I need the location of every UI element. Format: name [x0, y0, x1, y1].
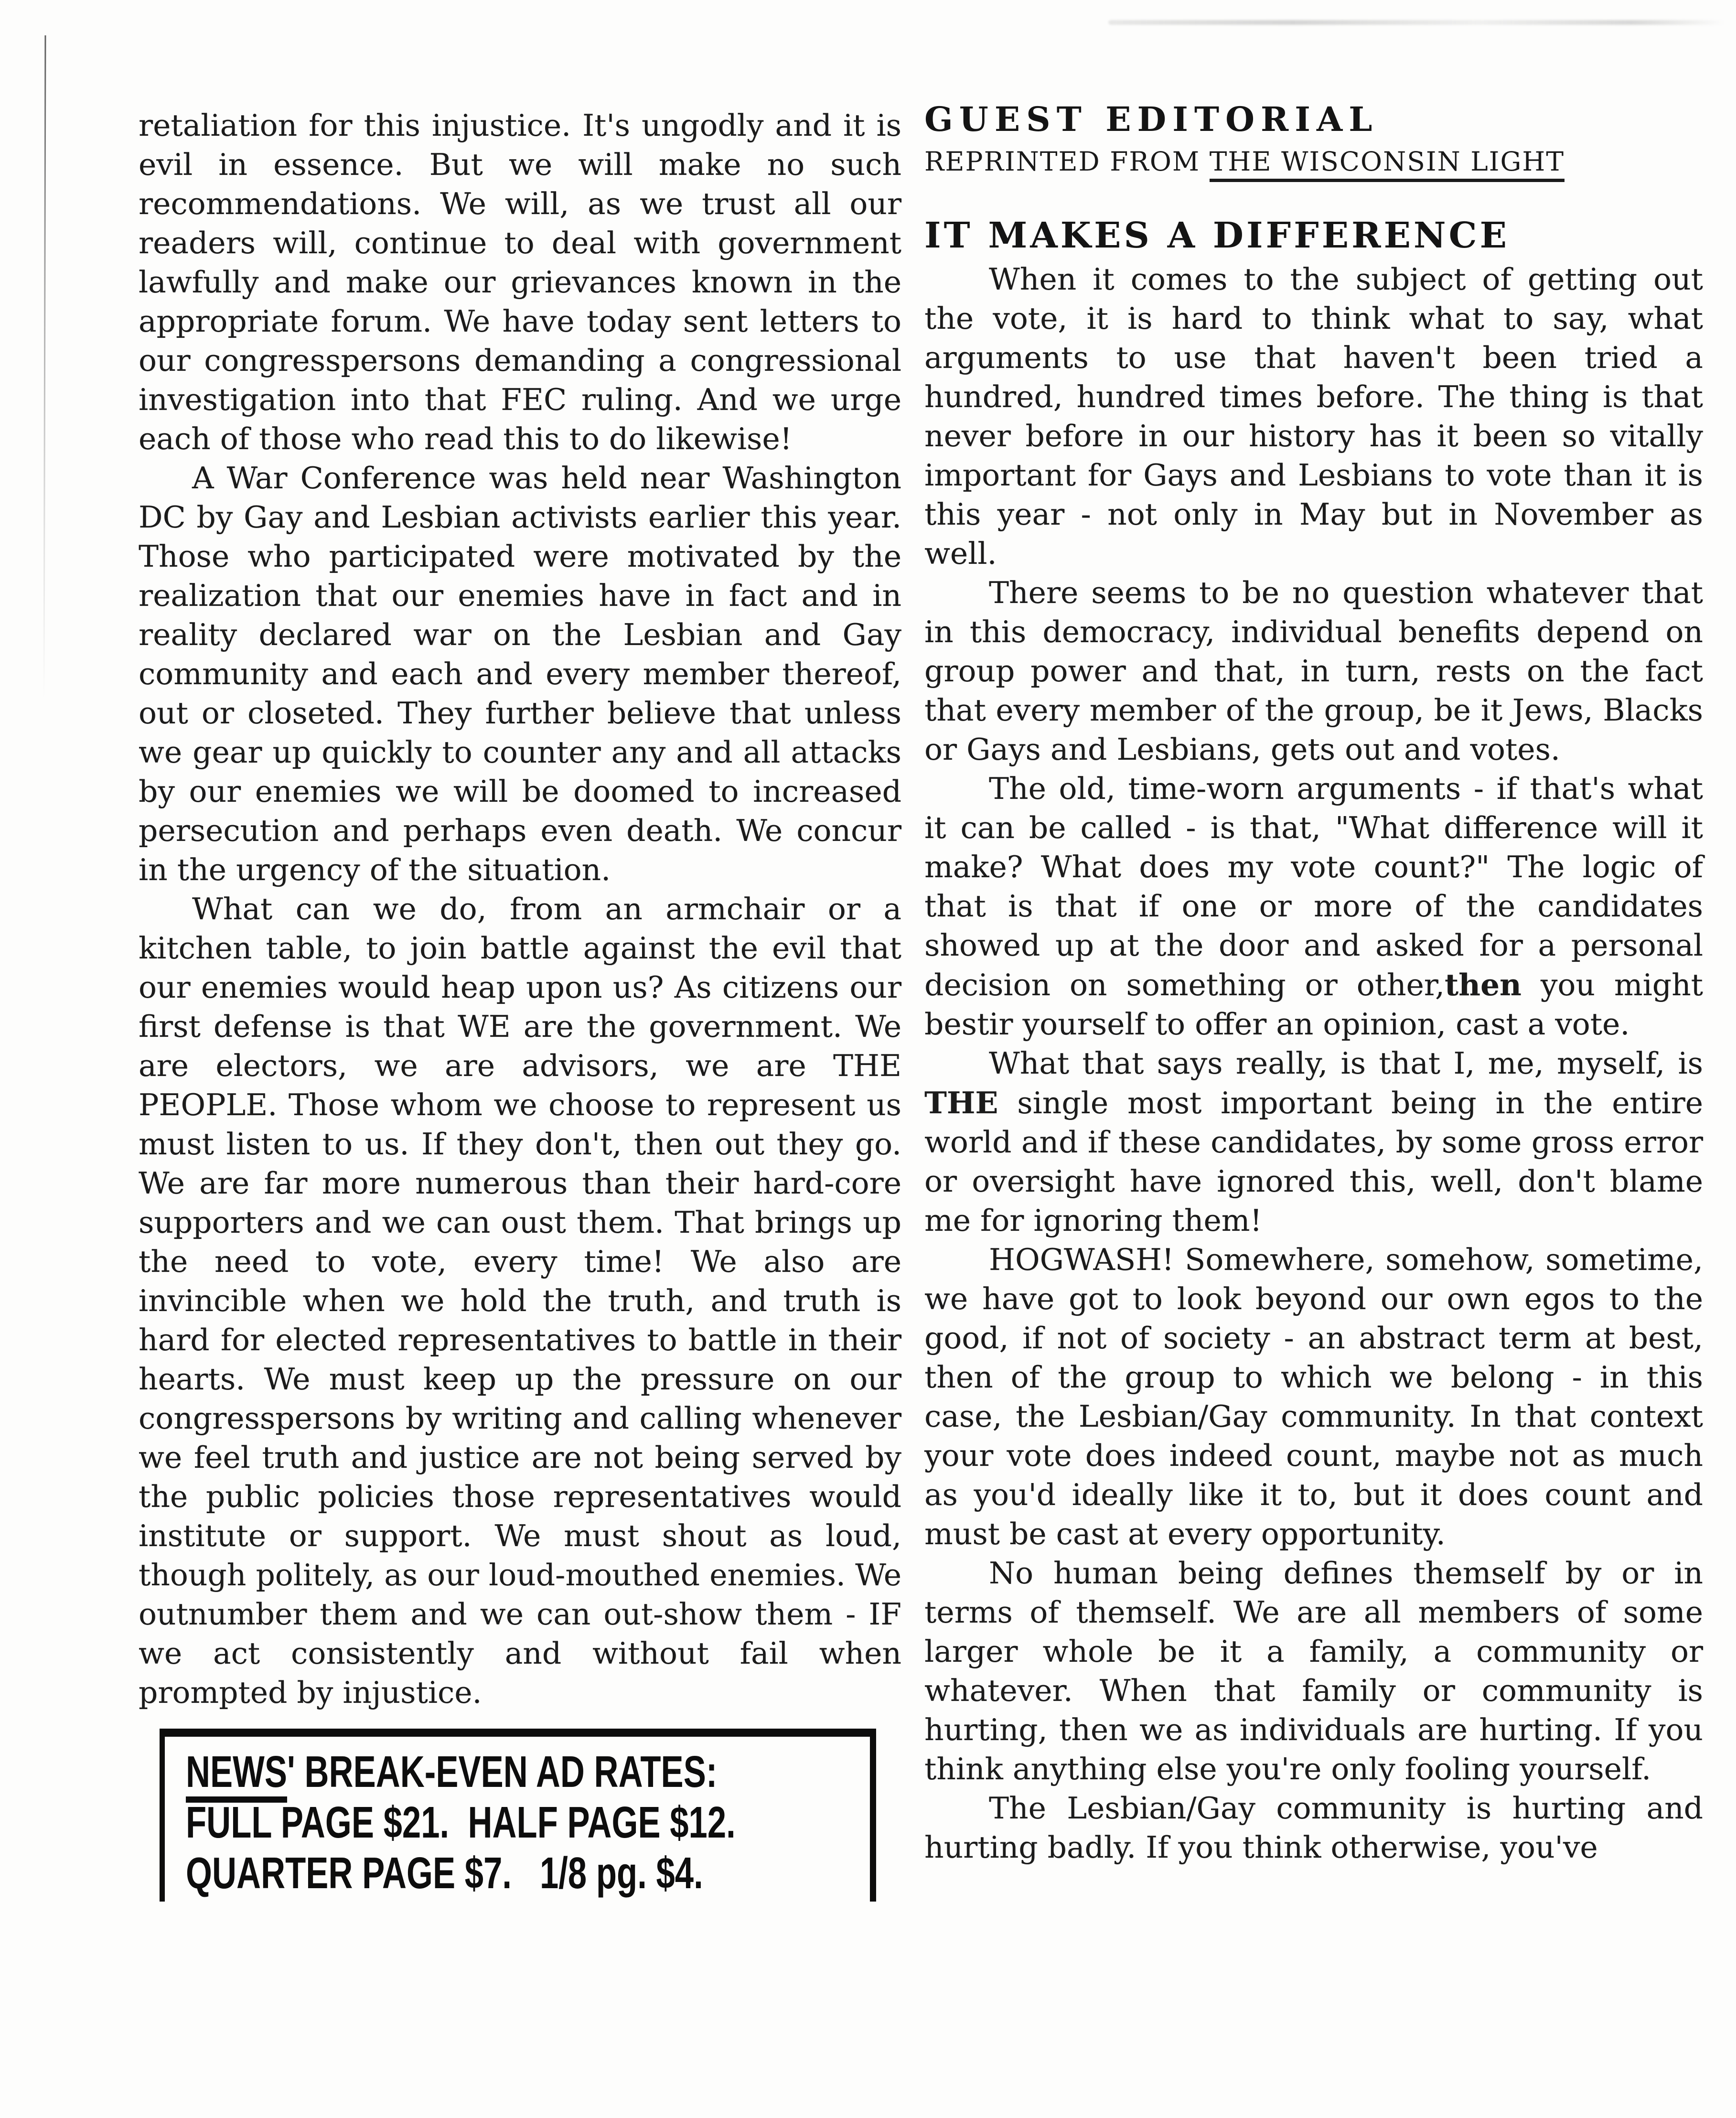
body-paragraph: No human being defines themself by or in terms of themself. We are all members of some larger whole be it a family, a community or whatever. When that family or community is hurting, then we as individuals are hurting. If you think anything else you're only fooling yourself.	[924, 1556, 1703, 1786]
ad-rates-text-2: QUARTER PAGE $7. 1/8 pg. $4.	[186, 1848, 703, 1898]
body-paragraph: The Lesbian/Gay community is hurting and hurting badly. If you think otherwise, you've	[924, 1791, 1703, 1865]
reprint-credit	[924, 147, 1703, 176]
scan-edge-line	[43, 35, 46, 699]
ad-box-rates-line-1	[186, 1797, 865, 1848]
ad-rates-text-1: FULL PAGE $21. HALF PAGE $12.	[186, 1797, 736, 1847]
body-paragraph: retaliation for this injustice. It's ungodly and it is evil in essence. But we will make no such recommendations. We will, as we trust all our readers will, continue to deal with government lawfully and make our grievances known in the appropriate forum. We have today sent letters to our congresspersons demanding a congressional investigation into that FEC ruling. And we urge each of those who read this to do likewise!	[139, 108, 901, 456]
right-column	[924, 99, 1704, 1867]
guest-editorial-heading: GUEST EDITORIAL	[924, 99, 1379, 139]
article-title: IT MAKES A DIFFERENCE	[924, 215, 1510, 256]
ad-title-rest: ' BREAK-EVEN AD RATES:	[287, 1747, 718, 1796]
reprint-prefix: REPRINTED FROM	[924, 146, 1210, 177]
body-paragraph: What can we do, from an armchair or a kitchen table, to join battle against the evil that our enemies would heap upon us? As citizens our first defense is that WE are the government. We are electors, we are advisors, we are THE PEOPLE. Those whom we choose to represent us must listen to us. If they don't, then out they go. We are far more numerous than their hard-core supporters and we can oust them. That brings up the need to vote, every time! We also are invincible when we hold the truth, and truth is hard for elected representatives to battle in their hearts. We must keep up the pressure on our congresspersons by writing and calling whenever we feel truth and justice are not being served by the public policies those representatives would institute or support. We must shout as loud, though politely, as our loud-mouthed enemies. We outnumber them and we can out-show them - IF we act consistently and without fail when prompted by injustice.	[139, 892, 901, 1710]
bold-text: THE	[924, 1085, 998, 1120]
body-paragraph: A War Conference was held near Washington DC by Gay and Lesbian activists earlier this year. Those who participated were motivated by the realization that our enemies have in fact and in reality declared war on the Lesbian and Gay community and each and every member thereof, out or closeted. They further believe that unless we gear up quickly to counter any and all attacks by our enemies we will be doomed to increased persecution and perhaps even death. We concur in the urgency of the situation.	[139, 461, 901, 887]
body-paragraph: When it comes to the subject of getting out the vote, it is hard to think what to say, what arguments to use that haven't been tried a hundred, hundred times before. The thing is that never before in our history has it been so vitally important for Gays and Lesbians to vote than it is this year - not only in May but in November as well.	[924, 262, 1703, 571]
ad-box-title-line	[186, 1746, 865, 1797]
left-column	[139, 106, 901, 1902]
left-column-text	[139, 106, 901, 1712]
ad-box-rates-line-2	[186, 1848, 865, 1898]
body-paragraph: The old, time-worn arguments - if that's what it can be called - is that, "What difference will it make? What does my vote count?" The logic of that is that if one or more of the candidates showed up at the door and asked for a personal decision on something or other,then you might bestir yourself to offer an opinion, cast a vote.	[924, 771, 1704, 1042]
bold-text: then	[1445, 967, 1522, 1002]
body-paragraph: What that says really, is that I, me, myself, is THE single most important being in the entire world and if these candidates, by some gross error or oversight have ignored this, well, don't blame me for ignoring them!	[924, 1046, 1703, 1238]
news-name: NEWS	[186, 1747, 287, 1803]
body-paragraph: There seems to be no question whatever that in this democracy, individual benefits depend on group power and that, in turn, rests on the fact that every member of the group, be it Jews, Blacks or Gays and Lesbians, gets out and votes.	[924, 575, 1703, 767]
body-paragraph: HOGWASH! Somewhere, somehow, sometime, we have got to look beyond our own egos to the good, if not of society - an abstract term at best, then of the group to which we belong - in this case, the Lesbian/Gay community. In that context your vote does indeed count, maybe not as much as you'd ideally like it to, but it does count and must be cast at every opportunity.	[924, 1242, 1703, 1551]
ad-rates-box	[160, 1729, 876, 1902]
right-column-text	[924, 260, 1703, 1867]
scan-smudge	[1108, 20, 1725, 25]
reprint-source: THE WISCONSIN LIGHT	[1210, 146, 1565, 182]
